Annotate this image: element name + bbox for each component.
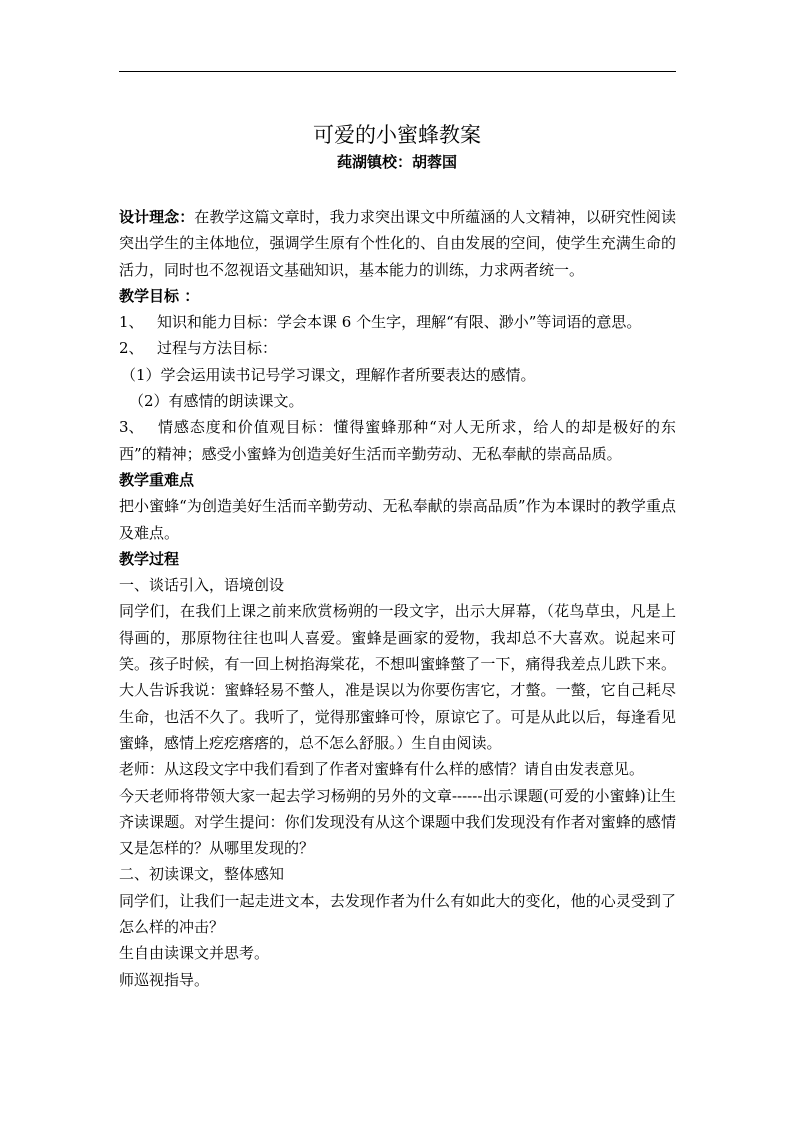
design-label: 设计理念： (119, 208, 195, 226)
step-1-paragraph-2: 老师：从这段文字中我们看到了作者对蜜蜂有什么样的感情？请自由发表意见。 (119, 760, 645, 779)
goals-heading: 教学目标 ： (119, 286, 200, 305)
difficulty-text: 把小蜜蜂“为创造美好生活而辛勤劳动、无私奉献的崇高品质”作为本课时的教学重点及难点。 (119, 497, 676, 542)
goal-item-1 (119, 309, 676, 335)
document-title: 可爱的小蜜蜂教案 (313, 123, 481, 147)
step-1-title: 一、谈话引入，语境创设 (119, 576, 285, 595)
step-2-title: 二、初读课文，整体感知 (119, 865, 285, 884)
goal-2-sub-1: （1）学会运用读书记号学习课文，理解作者所要表达的感情。 (121, 365, 536, 384)
step-2-paragraph-2: 生自由读课文并思考。 (119, 944, 270, 963)
design-text: 在教学这篇文章时，我力求突出课文中所蕴涵的人文精神，以研究性阅读突出学生的主体地位，强调学生原有个性化的、自由发展的空间，使学生充满生命的活力，同时也不忽视语文基础知识，基本能力的训练，力求两者统一。 (119, 208, 676, 279)
design-paragraph (119, 204, 676, 283)
goal-3-number: 3、 (119, 418, 144, 437)
step-1-paragraph-3: 今天老师将带领大家一起去学习杨朔的另外的文章------出示课题(可爱的小蜜蜂)让生齐读课题。对学生提问：你们发现没有从这个课题中我们发现没有作者对蜜蜂的感情又是怎样的？从哪里发现的？ (119, 786, 676, 858)
process-heading: 教学过程 (119, 549, 180, 568)
header-rule (119, 71, 676, 72)
goal-1-text: 知识和能力目标：学会本课 6 个生字，理解“有限、渺小”等词语的意思。 (157, 313, 642, 332)
step-2-paragraph-3: 师巡视指导。 (119, 970, 210, 989)
goal-item-2 (119, 335, 676, 361)
step-1-paragraph-1: 同学们，在我们上课之前来欣赏杨朔的一段文字，出示大屏幕，（花鸟草虫，凡是上得画的，那原物往往也叫人喜爱。蜜蜂是画家的爱物，我却总不大喜欢。说起来可笑。孩子时候，有一回上树掐海棠花，不想叫蜜蜂螫了一下，痛得我差点儿跌下来。大人告诉我说：蜜蜂轻易不螫人，准是误以为你要伤害它，才螫。一螫，它自己耗尽生命，也活不久了。我听了，觉得那蜜蜂可怜，原谅它了。可是从此以后，每逢看见蜜蜂，感情上疙疙瘩瘩的，总不怎么舒服。）生自由阅读。 (119, 602, 676, 752)
goal-1-number: 1、 (119, 313, 144, 332)
difficulty-heading: 教学重难点 (119, 470, 195, 489)
author-line: 莼湖镇校：胡蓉国 (336, 153, 457, 171)
goal-2-number: 2、 (119, 339, 144, 358)
goal-2-sub-2: （2）有感情的朗读课文。 (129, 392, 304, 411)
document-body (119, 204, 676, 993)
goal-2-text: 过程与方法目标： (157, 339, 278, 358)
step-2-paragraph-1: 同学们，让我们一起走进文本，去发现作者为什么有如此大的变化，他的心灵受到了怎么样的冲击？ (119, 891, 676, 937)
goal-item-3 (119, 414, 676, 467)
goal-3-text: 情感态度和价值观目标：懂得蜜蜂那种“对人无所求，给人的却是极好的东西”的精神；感受小蜜蜂为创造美好生活而辛勤劳动、无私奉献的崇高品质。 (119, 418, 676, 463)
